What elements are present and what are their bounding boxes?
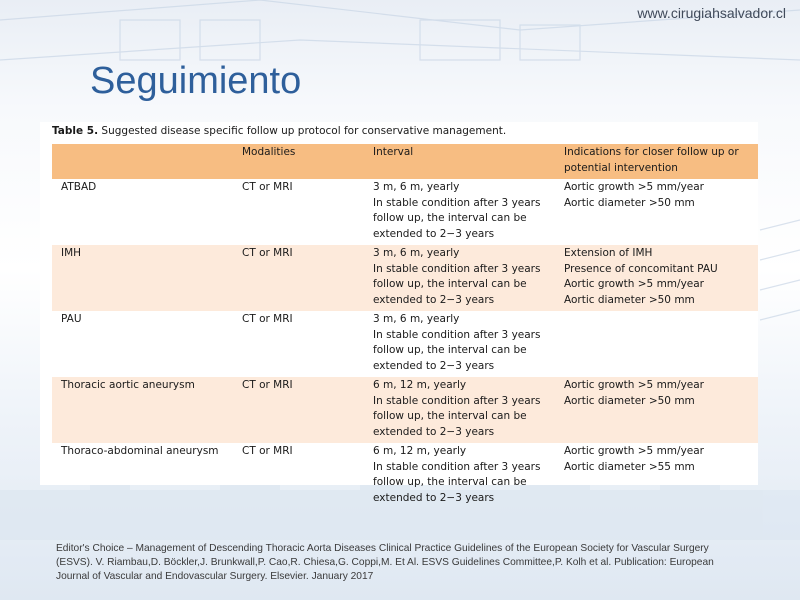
cell-condition: PAU [61,313,82,325]
interval-line: follow up, the interval can be [373,410,527,422]
cell-modality: CT or MRI [242,379,293,391]
cell-modality: CT or MRI [242,247,293,259]
interval-line: In stable condition after 3 years [373,262,541,275]
interval-line: In stable condition after 3 years [373,460,541,473]
table-row [52,443,758,509]
indication-line: Presence of concomitant PAU [564,262,718,275]
header-interval: Interval [373,146,414,158]
interval-line: follow up, the interval can be [373,344,527,356]
cell-interval [373,377,564,443]
citation-footer: Editor's Choice – Management of Descending Thoracic Aorta Diseases Clinical Practice Guidelines of the European Society for Vascular Surgery (ESVS). V. Riambau,D. Böckler,J. Brunkwall,P. Cao,R. Chiesa,G. Coppi,M. Et Al. ESVS Guidelines Committee,P. Kolh et al. Publication: European Journal of Vascular and Endovascular Surgery. Elsevier. January 2017 [56,543,714,582]
cell-indications [564,311,758,377]
cell-indications [564,377,758,443]
indication-line: Aortic growth >5 mm/year [564,445,704,457]
header-modalities: Modalities [242,146,296,158]
interval-line: In stable condition after 3 years [373,328,541,341]
indication-line: Aortic growth >5 mm/year [564,379,704,391]
cell-modality: CT or MRI [242,181,293,193]
header-indications: Indications for closer follow up or potential intervention [564,146,739,174]
follow-up-table [52,144,758,509]
indication-line: Aortic diameter >50 mm [564,293,695,306]
cell-interval [373,179,564,245]
table-panel [40,122,758,504]
cell-condition: ATBAD [61,181,97,193]
interval-line: follow up, the interval can be [373,476,527,488]
interval-line: 6 m, 12 m, yearly [373,379,467,391]
cell-indications [564,443,758,509]
table-header-row [52,144,758,179]
cell-interval [373,443,564,509]
indication-line: Aortic growth >5 mm/year [564,278,704,290]
interval-line: 3 m, 6 m, yearly [373,313,460,325]
interval-line: extended to 2−3 years [373,293,495,306]
table-row [52,245,758,311]
cell-condition: Thoracic aortic aneurysm [61,379,195,391]
website-url[interactable]: www.cirugiahsalvador.cl [637,5,786,21]
indication-line: Aortic diameter >50 mm [564,196,695,209]
cell-condition: IMH [61,247,82,259]
interval-line: extended to 2−3 years [373,227,495,240]
cell-interval [373,245,564,311]
table-caption-label: Table 5. [52,125,99,137]
indication-line: Extension of IMH [564,247,653,259]
cell-indications [564,179,758,245]
interval-line: In stable condition after 3 years [373,196,541,209]
interval-line: follow up, the interval can be [373,212,527,224]
interval-line: follow up, the interval can be [373,278,527,290]
table-body [52,179,758,509]
table-caption-text: Suggested disease specific follow up protocol for conservative management. [98,125,507,137]
cell-modality: CT or MRI [242,445,293,457]
slide-title: Seguimiento [90,60,302,102]
table-row [52,377,758,443]
indication-line: Aortic growth >5 mm/year [564,181,704,193]
header-condition [52,144,242,179]
indication-line: Aortic diameter >55 mm [564,460,695,473]
interval-line: extended to 2−3 years [373,359,495,372]
interval-line: 3 m, 6 m, yearly [373,247,460,259]
interval-line: extended to 2−3 years [373,425,495,438]
cell-interval [373,311,564,377]
table-row [52,179,758,245]
cell-indications [564,245,758,311]
cell-modality: CT or MRI [242,313,293,325]
interval-line: In stable condition after 3 years [373,394,541,407]
interval-line: 3 m, 6 m, yearly [373,181,460,193]
interval-line: 6 m, 12 m, yearly [373,445,467,457]
table-row [52,311,758,377]
cell-condition: Thoraco-abdominal aneurysm [61,445,219,457]
indication-line: Aortic diameter >50 mm [564,394,695,407]
interval-line: extended to 2−3 years [373,491,495,504]
table-caption [52,125,506,137]
